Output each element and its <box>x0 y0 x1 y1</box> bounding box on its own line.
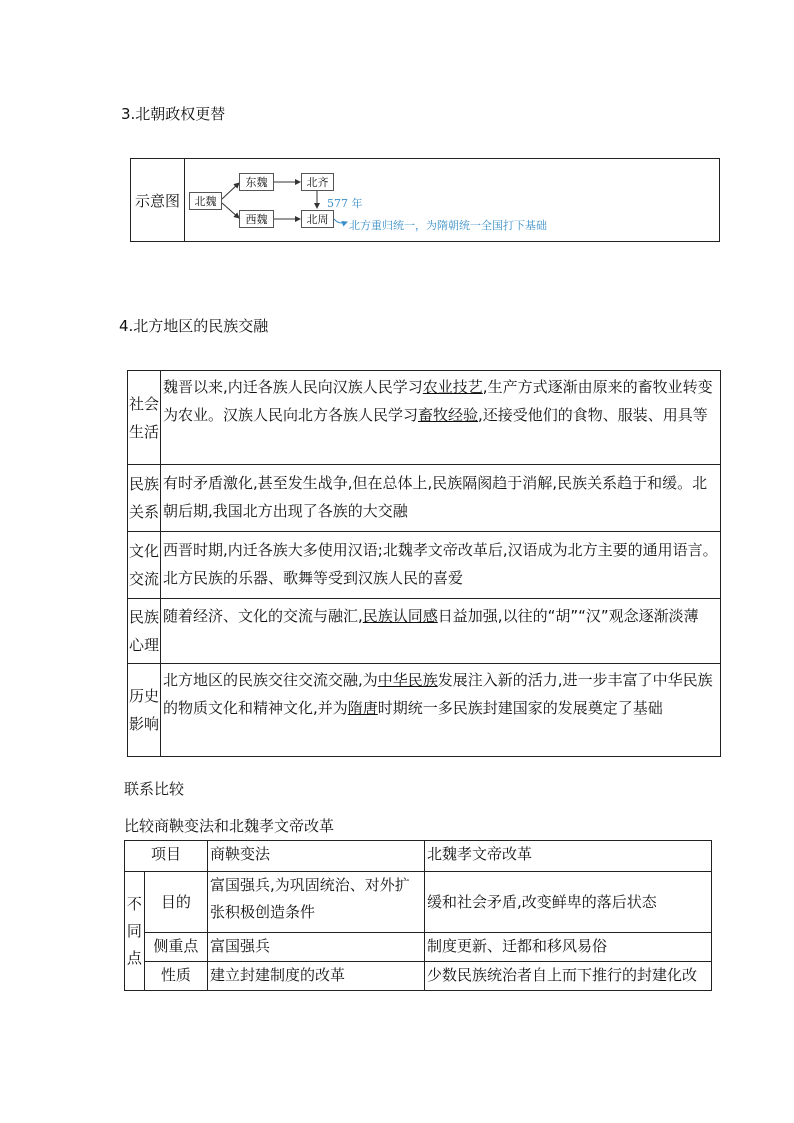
row-key: 社会生活 <box>128 371 161 465</box>
table-header-row <box>125 841 712 872</box>
node-xiwei: 西魏 <box>239 210 274 228</box>
compare-table <box>124 840 712 991</box>
text-span: 时期统一多民族封建国家的发展奠定了基础 <box>377 699 663 717</box>
text-span: 发展注入新的活力,进一步丰富了中华民族的物质文化和精神文化,并为 <box>163 671 713 717</box>
fusion-table <box>127 370 721 757</box>
row-item: 目的 <box>144 872 207 933</box>
row-content <box>161 664 721 757</box>
compare-subheading: 比较商鞅变法和北魏孝文帝改革 <box>124 817 335 835</box>
row-a: 富国强兵 <box>208 933 425 962</box>
row-a: 建立封建制度的改革 <box>208 962 425 991</box>
row-item: 侧重点 <box>144 933 207 962</box>
row-key: 民族关系 <box>128 465 161 532</box>
table-row <box>125 962 712 991</box>
text-span: 日益加强,以往的“胡”“汉”观念逐渐淡薄 <box>437 607 699 625</box>
unification-note: 北方重归统一，为隋朝统一全国打下基础 <box>349 219 547 232</box>
text-span: 随着经济、文化的交流与融汇, <box>163 607 363 625</box>
row-key: 民族心理 <box>128 599 161 664</box>
underlined-term: 农业技艺 <box>422 378 483 396</box>
row-b: 缓和社会矛盾,改变鲜卑的落后状态 <box>425 872 712 933</box>
node-dongwei: 东魏 <box>239 173 274 191</box>
text-span: 魏晋以来,内迁各族人民向汉族人民学习 <box>163 378 423 396</box>
underlined-term: 隋唐 <box>347 699 378 717</box>
node-beizhou: 北周 <box>301 210 334 228</box>
row-a: 富国强兵,为巩固统治、对外扩张积极创造条件 <box>208 872 425 933</box>
row-content <box>161 371 721 465</box>
underlined-term: 民族认同感 <box>362 607 438 625</box>
header-xiaowen: 北魏孝文帝改革 <box>425 841 712 872</box>
text-span: ,生产方式逐渐由原来的畜牧业转变为农业。汉族人民向北方各族人民学习 <box>163 378 713 424</box>
node-beiwei: 北魏 <box>189 192 222 210</box>
underlined-term: 畜牧经验 <box>418 406 479 424</box>
header-item: 项目 <box>125 841 208 872</box>
compare-heading: 联系比较 <box>124 780 185 798</box>
row-b: 制度更新、迁都和移风易俗 <box>425 933 712 962</box>
table-row <box>128 371 721 465</box>
node-beiqi: 北齐 <box>301 173 334 191</box>
diagram-label: 示意图 <box>131 159 185 241</box>
group-label: 不同点 <box>125 872 145 991</box>
header-shangyang: 商鞅变法 <box>208 841 425 872</box>
table-row <box>128 664 721 757</box>
section-4-title: 4.北方地区的民族交融 <box>119 317 269 335</box>
row-item: 性质 <box>144 962 207 991</box>
row-key: 历史影响 <box>128 664 161 757</box>
row-content: 有时矛盾激化,甚至发生战争,但在总体上,民族隔阂趋于消解,民族关系趋于和缓。北朝后期,我国北方出现了各族的大交融 <box>161 465 721 532</box>
row-content <box>161 599 721 664</box>
table-row <box>128 599 721 664</box>
row-b: 少数民族统治者自上而下推行的封建化改 <box>425 962 712 991</box>
section-3-title: 3.北朝政权更替 <box>121 105 226 123</box>
table-row <box>128 532 721 599</box>
succession-diagram <box>130 158 720 242</box>
table-row <box>128 465 721 532</box>
row-key: 文化交流 <box>128 532 161 599</box>
underlined-term: 中华民族 <box>377 671 438 689</box>
text-span: ,还接受他们的食物、服装、用具等 <box>478 406 708 424</box>
year-note: 577 年 <box>327 197 363 210</box>
text-span: 北方地区的民族交往交流交融,为 <box>163 671 378 689</box>
table-row <box>125 872 712 933</box>
row-content: 西晋时期,内迁各族大多使用汉语;北魏孝文帝改革后,汉语成为北方主要的通用语言。北方民族的乐器、歌舞等受到汉族人民的喜爱 <box>161 532 721 599</box>
table-row <box>125 933 712 962</box>
